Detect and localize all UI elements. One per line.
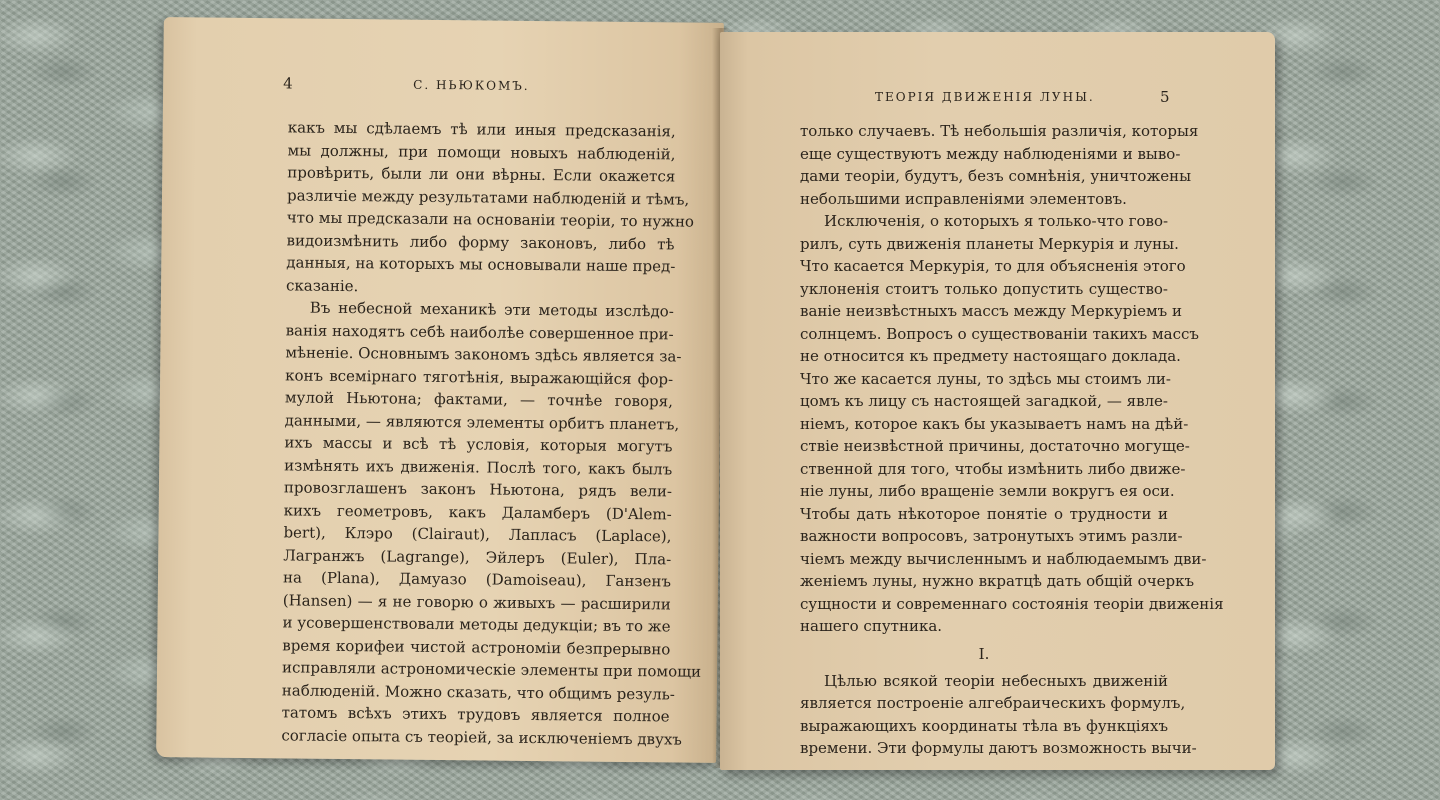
text-line: является построеніе алгебраическихъ формулъ, xyxy=(800,694,1186,712)
text-line: не относится къ предмету настоящаго доклада. xyxy=(800,347,1181,365)
text-line: мѣненіе. Основнымъ закономъ здѣсь является за- xyxy=(285,343,682,366)
text-line: Чтобы дать нѣкоторое понятіе о трудности и xyxy=(800,504,1168,523)
text-line: уклоненія стоитъ только допустить существо- xyxy=(800,279,1168,298)
text-line: рилъ, суть движенія планеты Меркурія и луны. xyxy=(800,234,1179,253)
text-line: время корифеи чистой астрономіи безпрерывно xyxy=(282,635,671,658)
text-line: сущности и современнаго состоянія теоріи движенія xyxy=(800,594,1224,613)
left-running-head xyxy=(163,73,723,99)
text-line: Что касается Меркурія, то для объясненія этого xyxy=(800,257,1186,275)
text-line: мулой Ньютона; фактами, — точнѣе говоря, xyxy=(284,388,673,411)
text-line: данныя, на которыхъ мы основывали наше пред- xyxy=(286,253,676,276)
text-line: ніемъ, которое какъ бы указываетъ намъ на дѣй- xyxy=(800,414,1189,433)
text-line: только случаевъ. Тѣ небольшія различія, которыя xyxy=(800,122,1199,140)
text-line: (Hansen) — я не говорю о живыхъ — расширили xyxy=(282,590,671,613)
text-line: Что же касается луны, то здѣсь мы стоимъ ли- xyxy=(800,369,1172,388)
text-line: Исключенія, о которыхъ я только-что гово- xyxy=(824,212,1169,230)
text-line: нашего спутника. xyxy=(800,617,943,635)
text-line: солнцемъ. Вопросъ о существованіи такихъ массъ xyxy=(800,324,1199,343)
right-page xyxy=(720,32,1275,770)
text-line: ніе луны, либо вращеніе земли вокругъ ея оси. xyxy=(800,482,1175,500)
text-line: данными, — являются элементы орбитъ планетъ, xyxy=(284,410,680,434)
text-line: согласіе опыта съ теоріей, за исключеніемъ двухъ xyxy=(281,725,682,749)
right-page-number: 5 xyxy=(1160,88,1172,106)
text-line: ваніе неизвѣстныхъ массъ между Меркуріемъ и xyxy=(800,302,1182,320)
right-text-before-section xyxy=(800,120,1224,638)
text-line: ихъ массы и всѣ тѣ условія, которыя могутъ xyxy=(284,433,673,456)
section-number: I. xyxy=(978,644,990,663)
text-line: дами теоріи, будутъ, безъ сомнѣнія, уничтожены xyxy=(800,167,1192,185)
text-line: и усовершенствовали методы дедукціи; въ то же xyxy=(282,613,671,636)
text-line: чіемъ между вычисленнымъ и наблюдаемымъ дви- xyxy=(800,549,1207,568)
text-line: какъ мы сдѣлаемъ тѣ или иныя предсказанія, xyxy=(287,118,676,141)
text-line: измѣнять ихъ движенія. Послѣ того, какъ былъ xyxy=(284,455,673,478)
right-running-head-title: ТЕОРІЯ ДВИЖЕНІЯ ЛУНЫ. xyxy=(875,90,1095,104)
text-line: важности вопросовъ, затронутыхъ этимъ разли- xyxy=(800,527,1183,545)
text-line: цомъ къ лицу съ настоящей загадкой, — явле- xyxy=(800,392,1168,410)
right-running-head xyxy=(720,88,1275,108)
left-running-head-title: С. НЬЮКОМЪ. xyxy=(413,77,530,93)
text-line: Лагранжъ (Lagrange), Эйлеръ (Euler), Пла- xyxy=(283,545,672,568)
text-line: времени. Эти формулы даютъ возможность вычи- xyxy=(800,739,1197,757)
text-line: на (Plana), Дамуазо (Damoiseau), Ганзенъ xyxy=(282,568,672,591)
left-text-block xyxy=(281,116,702,750)
text-line: мы должны, при помощи новыхъ наблюденій, xyxy=(287,140,676,163)
text-line: выражающихъ координаты тѣла въ функціяхъ xyxy=(800,716,1168,735)
text-line: bert), Клэро (Clairaut), Лапласъ (Laplace), xyxy=(283,523,672,546)
text-line: татомъ всѣхъ этихъ трудовъ является полное xyxy=(281,703,670,726)
text-line: различіе между результатами наблюденій и тѣмъ, xyxy=(286,185,690,209)
right-text-after-section xyxy=(800,670,1197,760)
text-line: сказаніе. xyxy=(285,275,359,295)
left-page-number: 4 xyxy=(283,74,295,93)
text-line: Въ небесной механикѣ эти методы изслѣдо- xyxy=(309,298,674,321)
text-line: видоизмѣнить либо форму законовъ, либо тѣ xyxy=(286,230,675,253)
right-text-block xyxy=(800,120,1224,760)
text-line: наблюденій. Можно сказать, что общимъ резуль- xyxy=(281,680,676,703)
text-line: ственной для того, чтобы измѣнить либо движе- xyxy=(800,459,1186,478)
text-line: ствіе неизвѣстной причины, достаточно могуще- xyxy=(800,437,1190,455)
text-line: женіемъ луны, нужно вкратцѣ дать общій очеркъ xyxy=(800,572,1195,590)
text-line: провозглашенъ законъ Ньютона, рядъ вели- xyxy=(283,478,673,501)
text-line: исправляли астрономическіе элементы при помощи xyxy=(281,658,702,681)
text-line: что мы предсказали на основаніи теоріи, то нужно xyxy=(286,208,695,231)
text-line: небольшими исправленіями элементовъ. xyxy=(800,189,1127,208)
text-line: конъ всемірнаго тяготѣнія, выражающійся фор- xyxy=(285,365,674,388)
left-page xyxy=(156,17,724,763)
text-line: провѣрить, были ли они вѣрны. Если окажется xyxy=(287,163,676,186)
text-line: ванія находятъ себѣ наиболѣе совершенное при- xyxy=(285,320,674,343)
text-line: Цѣлью всякой теоріи небесныхъ движеній xyxy=(824,671,1168,690)
text-line: кихъ геометровъ, какъ Даламберъ (D'Alem- xyxy=(283,500,672,523)
text-line: еще существуютъ между наблюденіями и выво- xyxy=(800,144,1181,163)
